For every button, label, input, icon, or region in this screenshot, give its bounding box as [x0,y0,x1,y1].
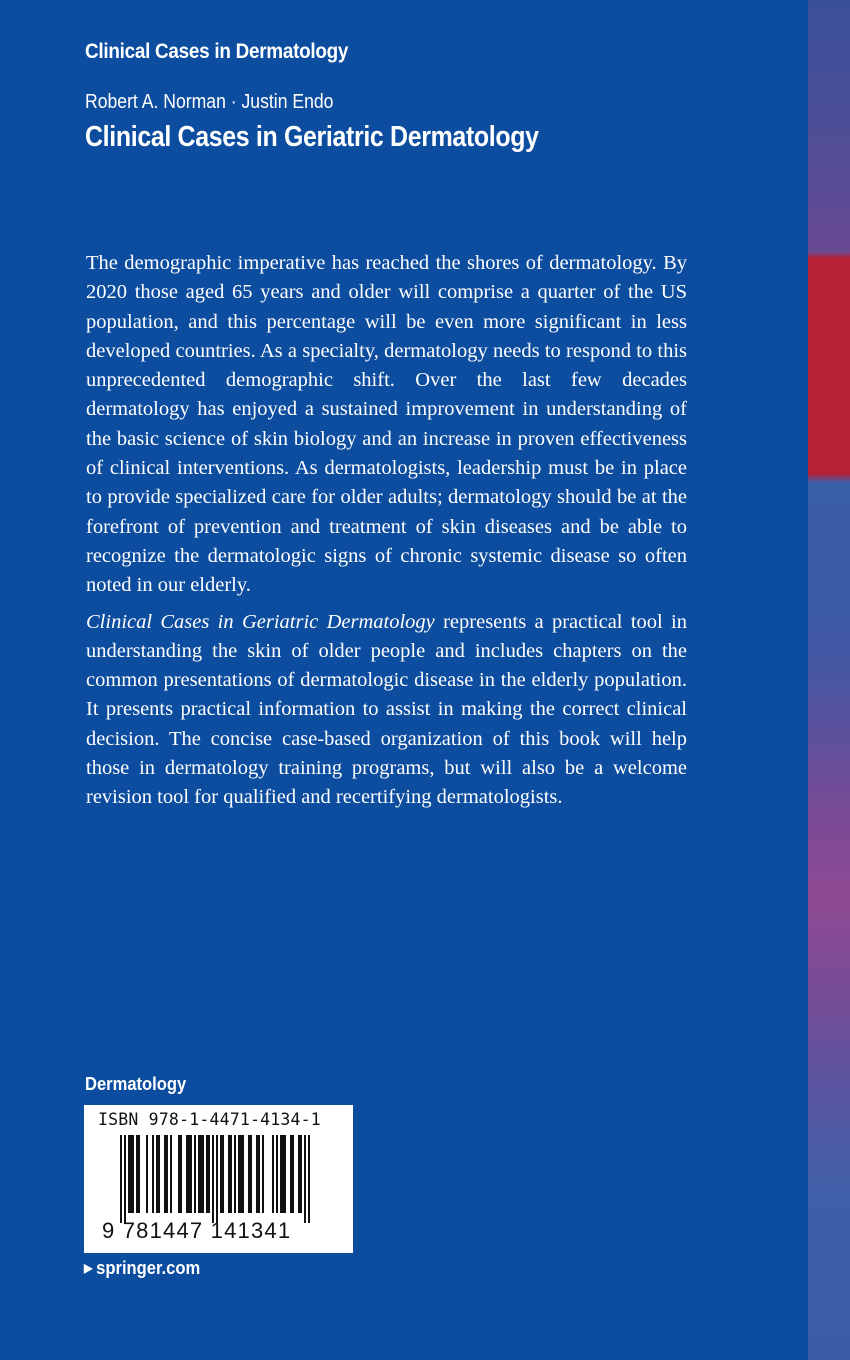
barcode-bar [272,1135,274,1213]
barcode-bar [120,1135,122,1223]
barcode-bar [292,1135,294,1213]
barcode-bar [124,1135,126,1223]
barcode-bar [164,1135,166,1213]
barcode-bar [220,1135,222,1213]
series-name: Clinical Cases in Dermatology [85,40,349,63]
ean-digits: 9 781447 141341 [102,1218,292,1243]
barcode-bar [130,1135,132,1213]
barcode-bars [120,1135,320,1223]
barcode-bar [228,1135,230,1213]
authors: Robert A. Norman · Justin Endo [85,91,334,113]
barcode-bar [152,1135,154,1213]
barcode-bar [284,1135,286,1213]
barcode-bar [212,1135,214,1223]
barcode-bar [178,1135,180,1213]
barcode-bar [136,1135,138,1213]
barcode-bar [308,1135,310,1223]
barcode-bar [258,1135,260,1213]
barcode-bar [248,1135,250,1213]
barcode-bar [230,1135,232,1213]
blurb-book-title: Clinical Cases in Geriatric Dermatology [86,610,435,633]
barcode-bar [304,1135,306,1223]
barcode-bar [206,1135,208,1213]
blurb-paragraph-1: The demographic imperative has reached the shores of dermatology. By 2020 those aged 65 years and older will comprise a quarter of the US population, and this percentage will be even more significant in less developed countries. As a specialty, dermatology needs to respond to this unprecedented demographic shift. Over the last few decades dermatology has enjoyed a sustained improvement in understanding of the basic science of skin biology and an increase in proven effectiveness of clinical interventions. As dermatologists, leadership must be in place to provide specialized care for older adults; dermatology should be at the forefront of prevention and treatment of skin diseases and be able to recognize the dermatologic signs of chronic systemic disease so often noted in our elderly. [86,252,687,597]
barcode-bar [242,1135,244,1213]
barcode-bar [208,1135,210,1213]
barcode-bar [138,1135,140,1213]
barcode-bar [298,1135,300,1213]
barcode-bar [132,1135,134,1213]
blurb-paragraph-2 [86,608,687,813]
barcode-bar [166,1135,168,1213]
barcode-bar [240,1135,242,1213]
barcode-bar [190,1135,192,1213]
barcode-bar [234,1135,236,1213]
barcode-bar [276,1135,278,1213]
barcode-bar [200,1135,202,1213]
barcode-bar [216,1135,218,1223]
publisher-link[interactable] [84,1258,200,1279]
isbn-label: ISBN 978-1-4471-4134-1 [98,1110,321,1129]
barcode-bar [300,1135,302,1213]
barcode-bar [238,1135,240,1213]
blurb-paragraph-2-text: represents a practical tool in understanding the skin of older people and includes chapters on the common presentations of dermatologic disease in the elderly population. It presents practical information to assist in making the correct clinical decision. The concise case-based organization of this book will help those in dermatology training programs, but will also be a welcome revision tool for qualified and recertifying dermatologists. [86,610,687,809]
barcode-bar [250,1135,252,1213]
barcode-bar [202,1135,204,1213]
book-title: Clinical Cases in Geriatric Dermatology [85,121,539,153]
barcode-bar [194,1135,196,1213]
barcode-bar [170,1135,172,1213]
barcode-bar [222,1135,224,1213]
blurb [86,249,687,813]
barcode-bar [180,1135,182,1213]
barcode-bar [280,1135,282,1213]
barcode-bar [158,1135,160,1213]
spine-color-stripe [808,0,850,1360]
barcode-bar [256,1135,258,1213]
subject-category: Dermatology [85,1074,187,1094]
barcode-bar [188,1135,190,1213]
arrow-right-icon: ▶ [84,1261,93,1275]
barcode-bar [186,1135,188,1213]
barcode-bar [198,1135,200,1213]
isbn-barcode [84,1105,353,1253]
barcode-bar [282,1135,284,1213]
barcode-bar [146,1135,148,1213]
barcode-bar [156,1135,158,1213]
barcode-bar [290,1135,292,1213]
barcode-bar [128,1135,130,1213]
publisher-url: springer.com [96,1258,201,1278]
barcode-bar [262,1135,264,1213]
